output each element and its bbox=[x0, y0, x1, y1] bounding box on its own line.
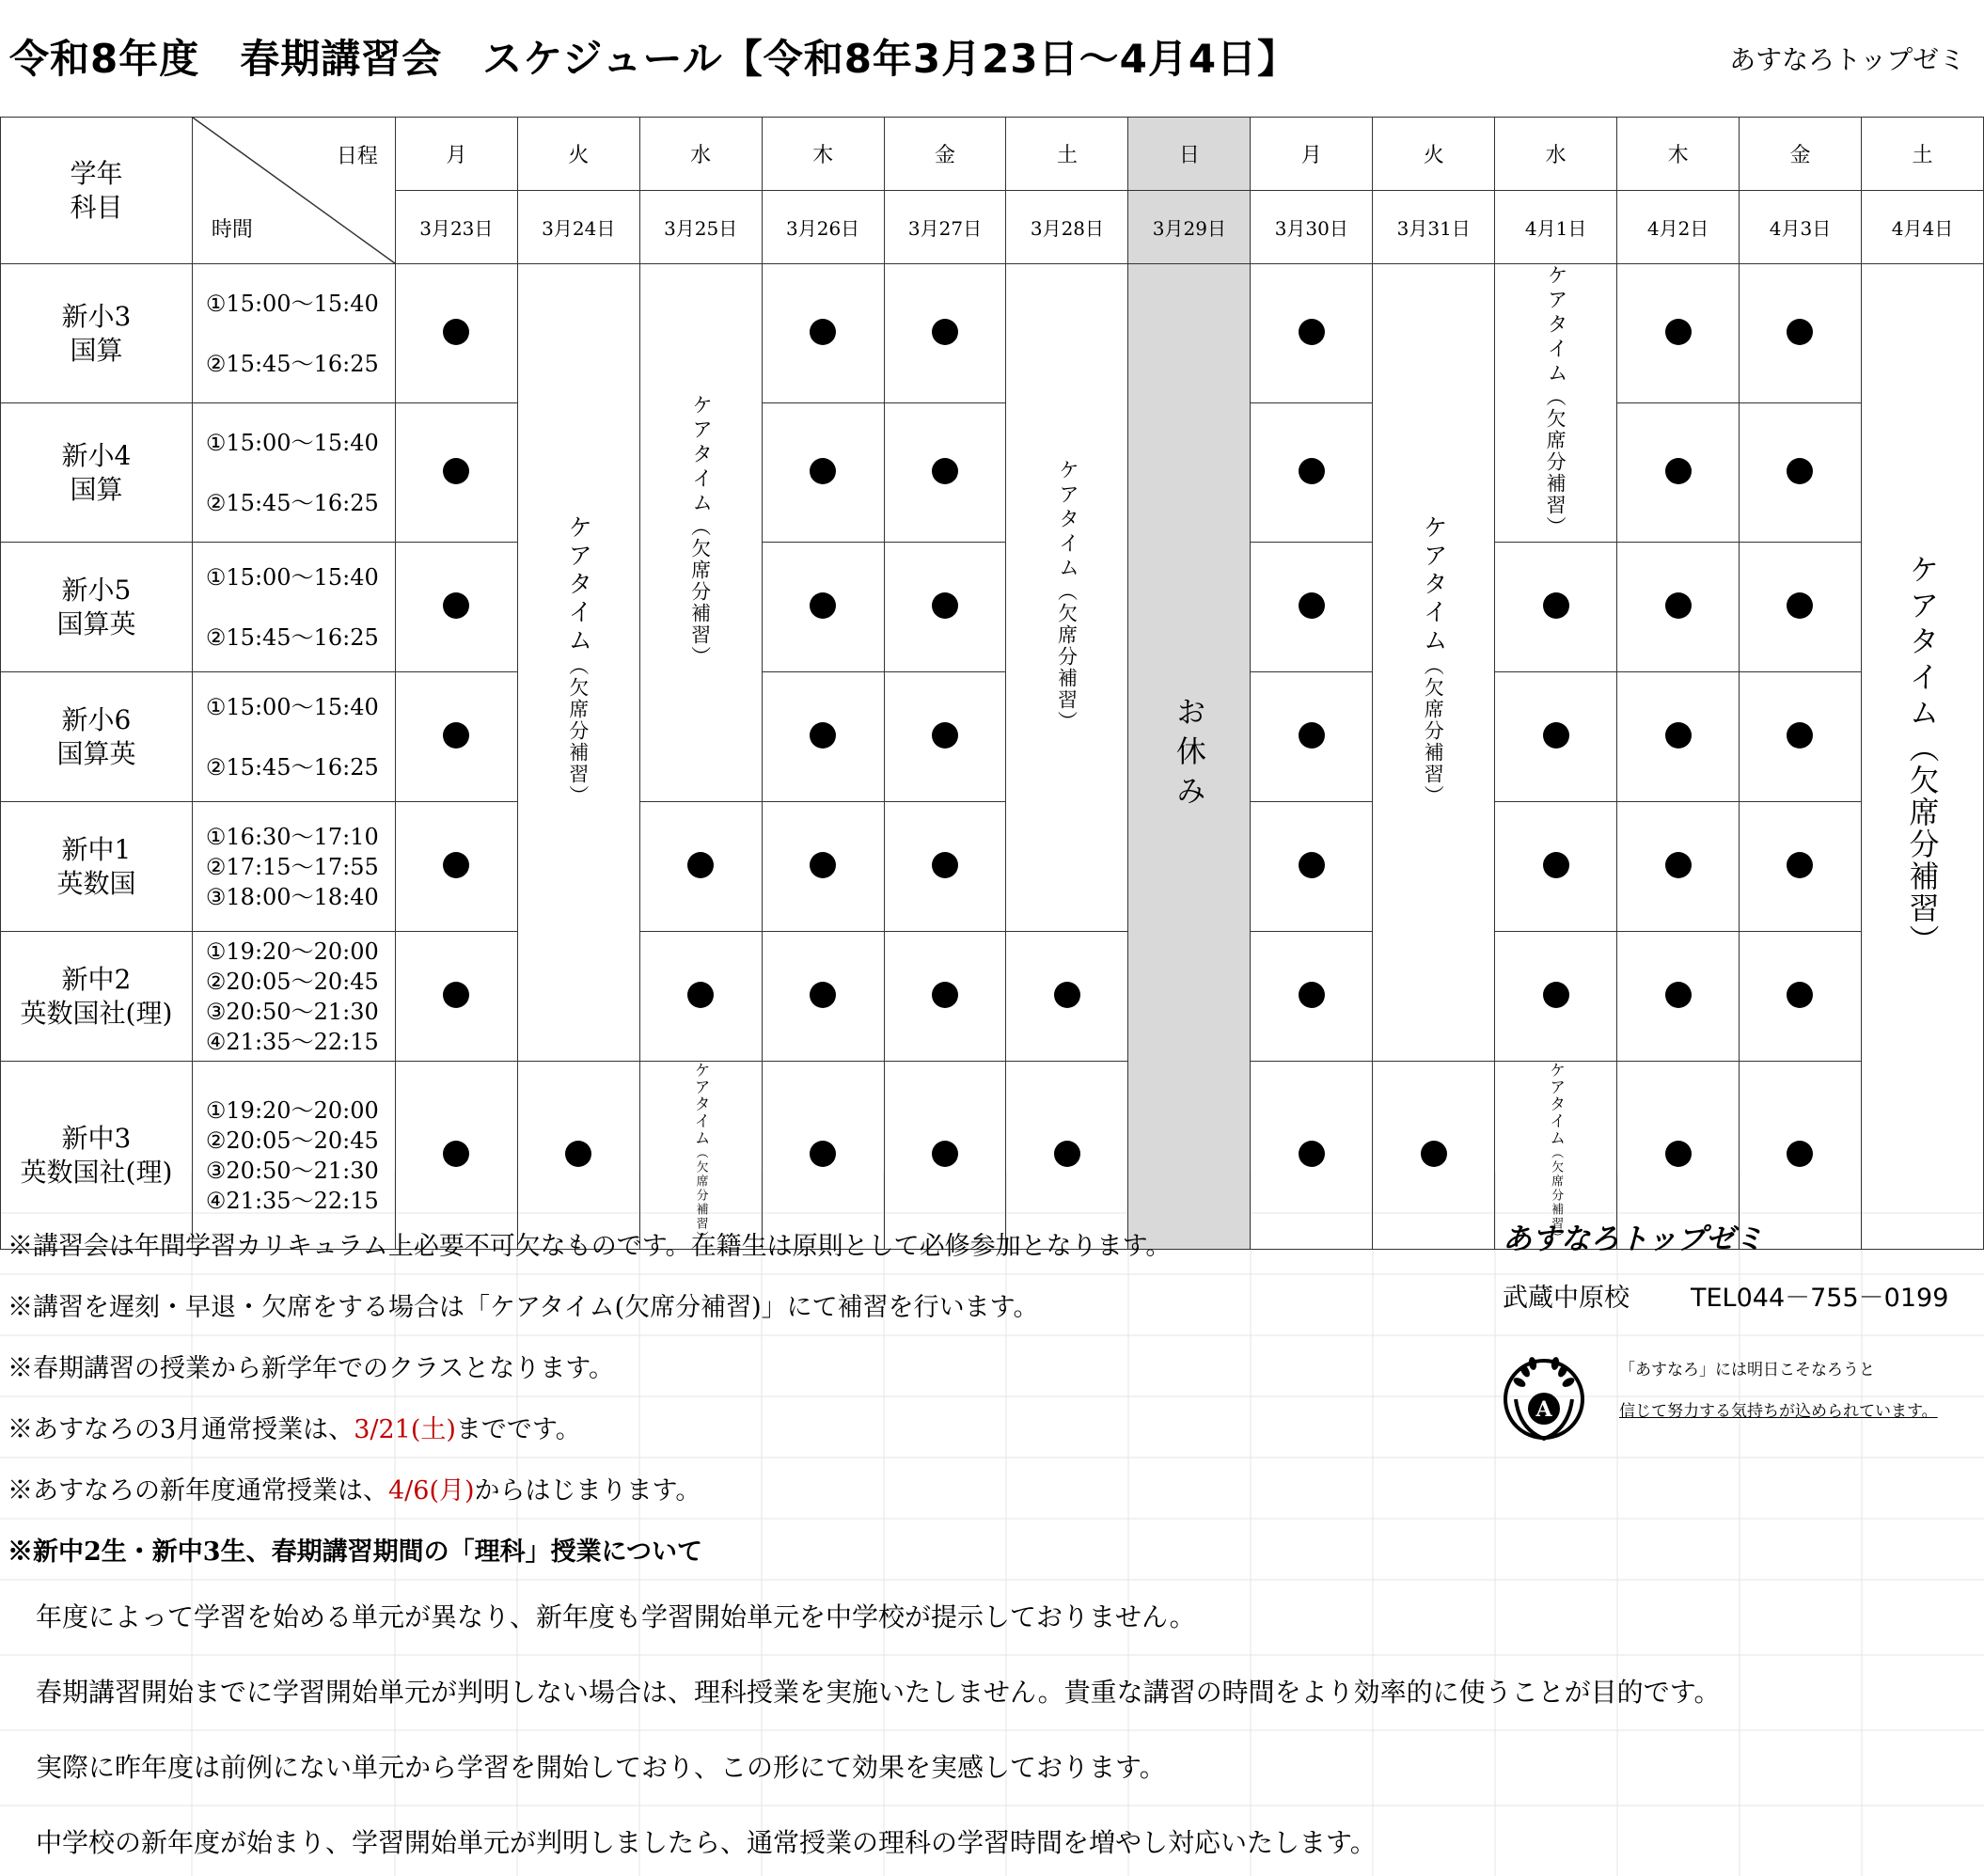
date-header: 3月26日 bbox=[762, 191, 884, 264]
session-dot bbox=[810, 1141, 836, 1167]
session-cell bbox=[884, 403, 1006, 543]
session-dot bbox=[1299, 852, 1325, 878]
session-dot bbox=[1421, 1141, 1447, 1167]
time-label: 時間 bbox=[211, 218, 253, 242]
session-cell bbox=[639, 932, 762, 1062]
session-dot bbox=[1543, 852, 1569, 878]
date-header: 3月25日 bbox=[639, 191, 762, 264]
session-dot bbox=[1665, 319, 1692, 345]
session-dot bbox=[1054, 1141, 1080, 1167]
date-header: 4月3日 bbox=[1740, 191, 1862, 264]
school-info bbox=[1503, 1213, 1949, 1422]
session-cell bbox=[1251, 672, 1373, 802]
session-cell bbox=[1251, 932, 1373, 1062]
note-care-time: ※講習を遅刻・早退・欠席をする場合は「ケアタイム(欠席分補習)」にて補習を行います。 bbox=[8, 1293, 1039, 1322]
session-dot bbox=[443, 982, 469, 1008]
note-new-class: ※春期講習の授業から新学年でのクラスとなります。 bbox=[8, 1354, 615, 1383]
day-header: 金 bbox=[884, 118, 1006, 191]
session-dot bbox=[443, 458, 469, 484]
session-cell bbox=[762, 802, 884, 932]
session-cell bbox=[1617, 802, 1740, 932]
session-dot bbox=[932, 319, 958, 345]
session-dot bbox=[810, 319, 836, 345]
time-slots: ①15:00～15:40 ②15:45～16:25 bbox=[192, 403, 395, 543]
session-cell bbox=[762, 543, 884, 672]
care-time-cell: ケアタイム（欠席分補習） bbox=[1495, 1062, 1617, 1250]
session-cell bbox=[762, 403, 884, 543]
session-cell bbox=[762, 264, 884, 403]
grade-cell: 新小6 国算英 bbox=[1, 672, 193, 802]
day-header: 水 bbox=[1495, 118, 1617, 191]
session-cell bbox=[395, 543, 517, 672]
session-dot bbox=[932, 852, 958, 878]
session-cell bbox=[1617, 932, 1740, 1062]
date-header: 3月24日 bbox=[517, 191, 639, 264]
session-dot bbox=[443, 852, 469, 878]
session-dot bbox=[1543, 982, 1569, 1008]
session-cell bbox=[1006, 1062, 1128, 1250]
session-cell bbox=[1740, 543, 1862, 672]
session-dot bbox=[443, 592, 469, 619]
date-header: 4月1日 bbox=[1495, 191, 1617, 264]
session-dot bbox=[932, 982, 958, 1008]
session-cell bbox=[395, 264, 517, 403]
note-science-heading: ※新中2生・新中3生、春期講習期間の「理科」授業について bbox=[8, 1537, 703, 1567]
grade-label: 学年 bbox=[70, 157, 123, 189]
day-header: 木 bbox=[1617, 118, 1740, 191]
science-paragraph: 中学校の新年度が始まり、学習開始単元が判明しましたら、通常授業の理科の学習時間を増やし対応いたします。 bbox=[36, 1827, 1377, 1858]
schedule-label: 日程 bbox=[336, 145, 378, 168]
day-header: 水 bbox=[639, 118, 762, 191]
note-required: ※講習会は年間学習カリキュラム上必要不可欠なものです。在籍生は原則として必修参加となります。 bbox=[8, 1232, 1172, 1261]
session-dot bbox=[1543, 592, 1569, 619]
care-time-cell: ケアタイム（欠席分補習） bbox=[639, 264, 762, 802]
care-time-cell: ケアタイム（欠席分補習） bbox=[1373, 264, 1495, 1062]
session-dot bbox=[810, 722, 836, 749]
session-dot bbox=[1299, 592, 1325, 619]
session-dot bbox=[1299, 722, 1325, 749]
session-cell bbox=[884, 543, 1006, 672]
time-slots: ①19:20～20:00 ②20:05～20:45 ③20:50～21:30 ④21:35～22:15 bbox=[192, 932, 395, 1062]
session-dot bbox=[1787, 852, 1813, 878]
date-header: 3月29日 bbox=[1128, 191, 1251, 264]
date-header: 3月28日 bbox=[1006, 191, 1128, 264]
session-dot bbox=[932, 1141, 958, 1167]
time-slots: ①19:20～20:00 ②20:05～20:45 ③20:50～21:30 ④21:35～22:15 bbox=[192, 1062, 395, 1250]
day-header: 火 bbox=[517, 118, 639, 191]
session-dot bbox=[1665, 982, 1692, 1008]
phone-number: TEL044－755－0199 bbox=[1691, 1284, 1949, 1313]
session-cell bbox=[1251, 403, 1373, 543]
school-name: あすなろトップゼミ bbox=[1503, 1222, 1764, 1256]
care-time-cell: ケアタイム（欠席分補習） bbox=[639, 1062, 762, 1250]
day-header: 月 bbox=[1251, 118, 1373, 191]
session-cell bbox=[1617, 264, 1740, 403]
session-cell bbox=[1373, 1062, 1495, 1250]
session-cell bbox=[1006, 932, 1128, 1062]
session-cell bbox=[1617, 403, 1740, 543]
session-dot bbox=[565, 1141, 591, 1167]
school-logo-icon bbox=[1503, 1345, 1585, 1456]
session-dot bbox=[1665, 592, 1692, 619]
science-paragraph: 年度によって学習を始める単元が異なり、新年度も学習開始単元を中学校が提示しておりません。 bbox=[36, 1601, 1196, 1632]
session-dot bbox=[1787, 592, 1813, 619]
session-cell bbox=[1617, 672, 1740, 802]
session-dot bbox=[1787, 319, 1813, 345]
time-slots: ①15:00～15:40 ②15:45～16:25 bbox=[192, 543, 395, 672]
session-dot bbox=[443, 722, 469, 749]
session-cell bbox=[1740, 403, 1862, 543]
note-march-end: ※あすなろの3月通常授業は、3/21(土)までです。 bbox=[8, 1415, 581, 1444]
session-cell bbox=[884, 802, 1006, 932]
session-dot bbox=[687, 982, 714, 1008]
date-header: 4月2日 bbox=[1617, 191, 1740, 264]
time-slots: ①15:00～15:40 ②15:45～16:25 bbox=[192, 672, 395, 802]
session-cell bbox=[517, 1062, 639, 1250]
session-cell bbox=[1495, 672, 1617, 802]
date-header: 3月23日 bbox=[395, 191, 517, 264]
day-header: 金 bbox=[1740, 118, 1862, 191]
session-cell bbox=[884, 1062, 1006, 1250]
session-cell bbox=[762, 1062, 884, 1250]
date-header: 3月27日 bbox=[884, 191, 1006, 264]
session-cell bbox=[884, 264, 1006, 403]
grade-cell: 新中1 英数国 bbox=[1, 802, 193, 932]
care-time-cell: ケアタイム（欠席分補習） bbox=[1495, 264, 1617, 543]
note-new-year-start: ※あすなろの新年度通常授業は、4/6(月)からはじまります。 bbox=[8, 1476, 701, 1506]
care-time-cell: ケアタイム（欠席分補習） bbox=[1006, 264, 1128, 932]
session-dot bbox=[932, 458, 958, 484]
session-dot bbox=[932, 592, 958, 619]
session-cell bbox=[395, 403, 517, 543]
day-header: 木 bbox=[762, 118, 884, 191]
session-cell bbox=[639, 802, 762, 932]
grade-cell: 新小3 国算 bbox=[1, 264, 193, 403]
motto-line: 信じて努力する気持ちが込められています。 bbox=[1619, 1402, 1938, 1421]
session-dot bbox=[1299, 1141, 1325, 1167]
science-paragraph: 春期講習開始までに学習開始単元が判明しない場合は、理科授業を実施いたしません。貴重な講習の時間をより効率的に使うことが目的です。 bbox=[36, 1677, 1721, 1708]
session-cell bbox=[1740, 802, 1862, 932]
session-dot bbox=[810, 852, 836, 878]
session-cell bbox=[1495, 802, 1617, 932]
session-dot bbox=[1665, 1141, 1692, 1167]
session-cell bbox=[1740, 672, 1862, 802]
session-dot bbox=[1299, 319, 1325, 345]
brand-name: あすなろトップゼミ bbox=[1729, 44, 1965, 75]
subject-label: 科目 bbox=[70, 191, 123, 223]
day-header: 火 bbox=[1373, 118, 1495, 191]
care-time-cell: ケアタイム（欠席分補習） bbox=[1861, 264, 1983, 1250]
grade-cell: 新小4 国算 bbox=[1, 403, 193, 543]
grade-subject-header bbox=[1, 118, 193, 264]
holiday-cell bbox=[1128, 264, 1251, 1250]
session-dot bbox=[932, 722, 958, 749]
session-cell bbox=[1251, 264, 1373, 403]
day-header: 日 bbox=[1128, 118, 1251, 191]
session-dot bbox=[810, 458, 836, 484]
session-dot bbox=[810, 592, 836, 619]
session-cell bbox=[884, 672, 1006, 802]
session-dot bbox=[810, 982, 836, 1008]
care-time-cell: ケアタイム（欠席分補習） bbox=[517, 264, 639, 1062]
logo-letter: A bbox=[1535, 1397, 1552, 1422]
session-cell bbox=[1740, 932, 1862, 1062]
grade-cell: 新中3 英数国社(理) bbox=[1, 1062, 193, 1250]
schedule-table bbox=[0, 117, 1984, 1250]
session-dot bbox=[1299, 458, 1325, 484]
session-dot bbox=[1787, 1141, 1813, 1167]
session-cell bbox=[395, 802, 517, 932]
session-dot bbox=[1054, 982, 1080, 1008]
session-cell bbox=[1251, 802, 1373, 932]
session-dot bbox=[1665, 458, 1692, 484]
science-paragraph: 実際に昨年度は前例にない単元から学習を開始しており、この形にて効果を実感しております。 bbox=[36, 1752, 1166, 1783]
session-cell bbox=[395, 1062, 517, 1250]
session-cell bbox=[1251, 1062, 1373, 1250]
session-dot bbox=[1665, 722, 1692, 749]
date-header: 3月31日 bbox=[1373, 191, 1495, 264]
session-dot bbox=[687, 852, 714, 878]
date-header: 4月4日 bbox=[1861, 191, 1983, 264]
date-header: 3月30日 bbox=[1251, 191, 1373, 264]
holiday-label: お休み bbox=[1171, 695, 1207, 814]
day-header: 月 bbox=[395, 118, 517, 191]
diagonal-header-cell bbox=[192, 118, 395, 264]
campus-name: 武蔵中原校 bbox=[1503, 1284, 1630, 1313]
session-dot bbox=[443, 1141, 469, 1167]
session-cell bbox=[1495, 932, 1617, 1062]
session-cell bbox=[1740, 264, 1862, 403]
session-cell bbox=[1251, 543, 1373, 672]
session-cell bbox=[1617, 543, 1740, 672]
session-cell bbox=[1495, 543, 1617, 672]
session-cell bbox=[395, 672, 517, 802]
session-dot bbox=[1543, 722, 1569, 749]
session-dot bbox=[1787, 722, 1813, 749]
grade-cell: 新小5 国算英 bbox=[1, 543, 193, 672]
grade-cell: 新中2 英数国社(理) bbox=[1, 932, 193, 1062]
time-slots: ①16:30～17:10 ②17:15～17:55 ③18:00～18:40 bbox=[192, 802, 395, 932]
page-title: 令和8年度 春期講習会 スケジュール【令和8年3月23日～4月4日】 bbox=[9, 36, 1299, 82]
session-dot bbox=[1787, 458, 1813, 484]
motto-line: 「あすなろ」には明日こそなろうと bbox=[1619, 1361, 1875, 1379]
session-cell bbox=[762, 932, 884, 1062]
session-cell bbox=[762, 672, 884, 802]
session-dot bbox=[1299, 982, 1325, 1008]
session-cell bbox=[395, 932, 517, 1062]
time-slots: ①15:00～15:40 ②15:45～16:25 bbox=[192, 264, 395, 403]
day-header: 土 bbox=[1006, 118, 1128, 191]
session-cell bbox=[884, 932, 1006, 1062]
session-dot bbox=[1787, 982, 1813, 1008]
day-header: 土 bbox=[1861, 118, 1983, 191]
session-dot bbox=[1665, 852, 1692, 878]
session-dot bbox=[443, 319, 469, 345]
